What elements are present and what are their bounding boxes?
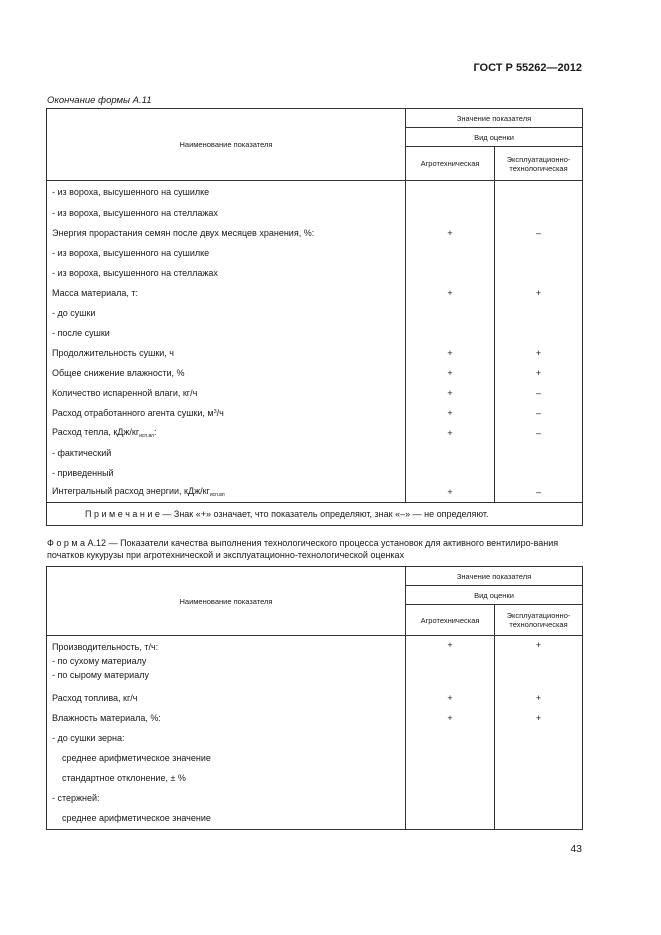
table-body	[47, 181, 583, 503]
agro-value: +	[406, 403, 495, 423]
expl-value	[495, 303, 583, 323]
agro-value	[406, 808, 495, 830]
table-row	[47, 423, 583, 443]
table-row	[47, 788, 583, 808]
expl-value: +	[495, 708, 583, 728]
table-row	[47, 748, 583, 768]
agro-value	[406, 463, 495, 483]
indicator-name: Масса материала, т:	[47, 283, 406, 303]
table-row	[47, 768, 583, 788]
agro-value: +	[406, 383, 495, 403]
indicator-name: - приведенный	[47, 463, 406, 483]
agro-value: +	[406, 363, 495, 383]
table-row	[47, 463, 583, 483]
indicator-name: Общее снижение влажности, %	[47, 363, 406, 383]
indicator-name: Влажность материала, %:	[47, 708, 406, 728]
table-row	[47, 303, 583, 323]
agro-value	[406, 303, 495, 323]
agro-value: +	[406, 708, 495, 728]
indicator-name: Производительность, т/ч: - по сухому материалу - по сырому материалу	[47, 636, 406, 688]
agro-value: +	[406, 223, 495, 243]
indicator-name: - из вороха, высушенного на стеллажах	[47, 203, 406, 223]
expl-value: +	[495, 363, 583, 383]
table-row	[47, 223, 583, 243]
table-row	[47, 443, 583, 463]
table-row	[47, 688, 583, 708]
expl-value	[495, 263, 583, 283]
indicator-name: Количество испаренной влаги, кг/ч	[47, 383, 406, 403]
agro-value	[406, 181, 495, 203]
expl-value: +	[495, 283, 583, 303]
indicator-name: - из вороха, высушенного на сушилке	[47, 181, 406, 203]
indicator-name: стандартное отклонение, ± %	[47, 768, 406, 788]
table-row	[47, 181, 583, 203]
expl-value	[495, 181, 583, 203]
table-row	[47, 808, 583, 830]
expl-value	[495, 463, 583, 483]
indicator-name: Продолжительность сушки, ч	[47, 343, 406, 363]
indicator-name: Энергия прорастания семян после двух месяцев хранения, %:	[47, 223, 406, 243]
table-body	[47, 636, 583, 830]
standard-number: ГОСТ Р 55262—2012	[473, 62, 582, 74]
agro-column-header: Агротехническая	[406, 605, 495, 636]
agro-value: +	[406, 636, 495, 688]
agro-value	[406, 768, 495, 788]
agro-value	[406, 243, 495, 263]
agro-value	[406, 263, 495, 283]
agro-value	[406, 728, 495, 748]
expl-value: +	[495, 636, 583, 688]
table-row	[47, 283, 583, 303]
expl-value	[495, 788, 583, 808]
table-row	[47, 243, 583, 263]
indicator-name: - стержней:	[47, 788, 406, 808]
table-row	[47, 708, 583, 728]
indicator-name: - после сушки	[47, 323, 406, 343]
agro-value	[406, 203, 495, 223]
table-row	[47, 323, 583, 343]
expl-value: –	[495, 383, 583, 403]
agro-value	[406, 323, 495, 343]
agro-column-header: Агротехническая	[406, 147, 495, 181]
indicator-name: Расход топлива, кг/ч	[47, 688, 406, 708]
indicators-table-a11	[46, 108, 583, 526]
expl-value: –	[495, 423, 583, 443]
expl-value: +	[495, 343, 583, 363]
table-note: П р и м е ч а н и е — Знак «+» означает, что показатель определяют, знак «–» — не определяют.	[47, 503, 583, 526]
expl-value	[495, 808, 583, 830]
assessment-type-header: Вид оценки	[406, 128, 583, 147]
table-row	[47, 728, 583, 748]
table-row	[47, 636, 583, 688]
agro-value	[406, 788, 495, 808]
expl-column-header: Эксплуатационно- технологическая	[495, 147, 583, 181]
indicator-name: - из вороха, высушенного на сушилке	[47, 243, 406, 263]
agro-value: +	[406, 283, 495, 303]
indicator-name: среднее арифметическое значение	[47, 748, 406, 768]
name-column-header: Наименование показателя	[47, 109, 406, 181]
expl-value	[495, 243, 583, 263]
table-row	[47, 403, 583, 423]
expl-value	[495, 768, 583, 788]
expl-column-header: Эксплуатационно- технологическая	[495, 605, 583, 636]
table-row	[47, 483, 583, 503]
assessment-type-header: Вид оценки	[406, 586, 583, 605]
table-row	[47, 363, 583, 383]
expl-value	[495, 728, 583, 748]
indicator-name: Расход отработанного агента сушки, $м^3/ч$	[47, 403, 406, 423]
expl-value	[495, 443, 583, 463]
continuation-caption: Окончание формы А.11	[47, 95, 152, 106]
value-group-header: Значение показателя	[406, 109, 583, 128]
table-row	[47, 383, 583, 403]
table-row	[47, 203, 583, 223]
agro-value: +	[406, 343, 495, 363]
table-row	[47, 343, 583, 363]
indicators-table-a12	[46, 566, 583, 830]
expl-value	[495, 323, 583, 343]
agro-value	[406, 443, 495, 463]
agro-value: +	[406, 423, 495, 443]
expl-value: +	[495, 688, 583, 708]
indicator-name: среднее арифметическое значение	[47, 808, 406, 830]
expl-value	[495, 203, 583, 223]
indicator-name: Расход тепла, кДж/$кг_{исп.вл}$:	[47, 423, 406, 443]
agro-value: +	[406, 688, 495, 708]
page-number: 43	[570, 843, 582, 855]
agro-value	[406, 748, 495, 768]
expl-value: –	[495, 483, 583, 503]
table-row	[47, 263, 583, 283]
indicator-name: - до сушки	[47, 303, 406, 323]
value-group-header: Значение показателя	[406, 567, 583, 586]
expl-value: –	[495, 403, 583, 423]
expl-value: –	[495, 223, 583, 243]
agro-value: +	[406, 483, 495, 503]
form-a12-caption: Ф о р м а А.12 — Показатели качества выполнения технологического процесса установок для активного вентилиро-вания початков кукурузы при агротехнической и эксплуатационно-технологической оценках	[47, 538, 559, 560]
indicator-name: - из вороха, высушенного на стеллажах	[47, 263, 406, 283]
name-column-header: Наименование показателя	[47, 567, 406, 636]
indicator-name: - фактический	[47, 443, 406, 463]
indicator-name: - до сушки зерна:	[47, 728, 406, 748]
indicator-name: Интегральный расход энергии, кДж/$кг_{исп.вл}$	[47, 483, 406, 503]
expl-value	[495, 748, 583, 768]
